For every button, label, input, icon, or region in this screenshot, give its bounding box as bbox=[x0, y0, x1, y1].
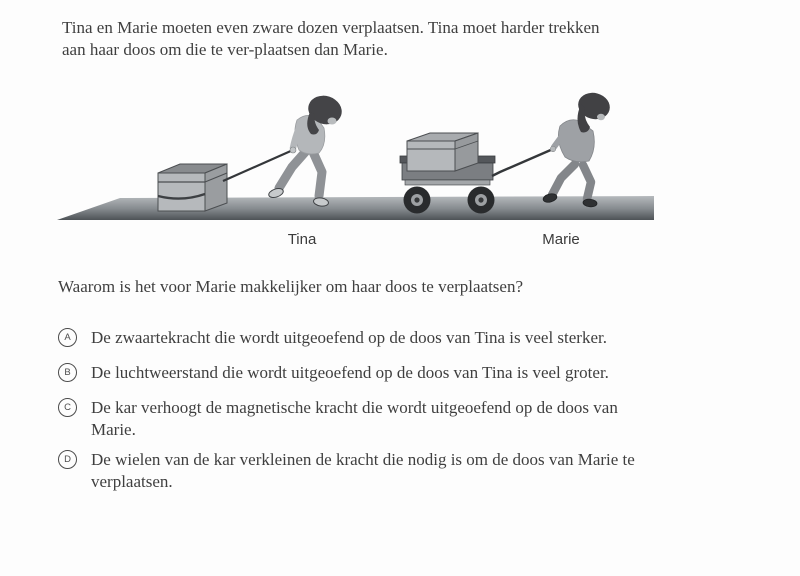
option-d-text: De wielen van de kar verkleinen de kracht die nodig is om de doos van Marie te verplaatsen. bbox=[91, 450, 635, 491]
answer-options bbox=[58, 0, 758, 576]
option-a-bubble[interactable]: A bbox=[58, 328, 77, 347]
option-a[interactable] bbox=[58, 327, 736, 349]
option-d[interactable] bbox=[58, 449, 643, 493]
question-text: Waarom is het voor Marie makkelijker om haar doos te verplaatsen? bbox=[58, 277, 524, 296]
option-b-bubble[interactable]: B bbox=[58, 363, 77, 382]
option-a-text: De zwaartekracht die wordt uitgeoefend op de doos van Tina is veel sterker. bbox=[91, 328, 607, 347]
intro-line-1: Tina en Marie moeten even zware dozen verplaatsen. Tina moet harder trekken bbox=[62, 18, 600, 37]
figure-label-tina: Tina bbox=[287, 231, 317, 248]
option-b[interactable] bbox=[58, 362, 736, 384]
option-c-bubble[interactable]: C bbox=[58, 398, 77, 417]
option-d-bubble[interactable]: D bbox=[58, 450, 77, 469]
option-c-text: De kar verhoogt de magnetische kracht die wordt uitgeoefend op de doos van Marie. bbox=[91, 398, 618, 439]
option-c[interactable] bbox=[58, 397, 643, 441]
option-b-text: De luchtweerstand die wordt uitgeoefend op de doos van Tina is veel groter. bbox=[91, 363, 609, 382]
intro-line-2: aan haar doos om die te ver-plaatsen dan Marie. bbox=[62, 40, 388, 59]
figure-label-marie: Marie bbox=[542, 231, 580, 248]
